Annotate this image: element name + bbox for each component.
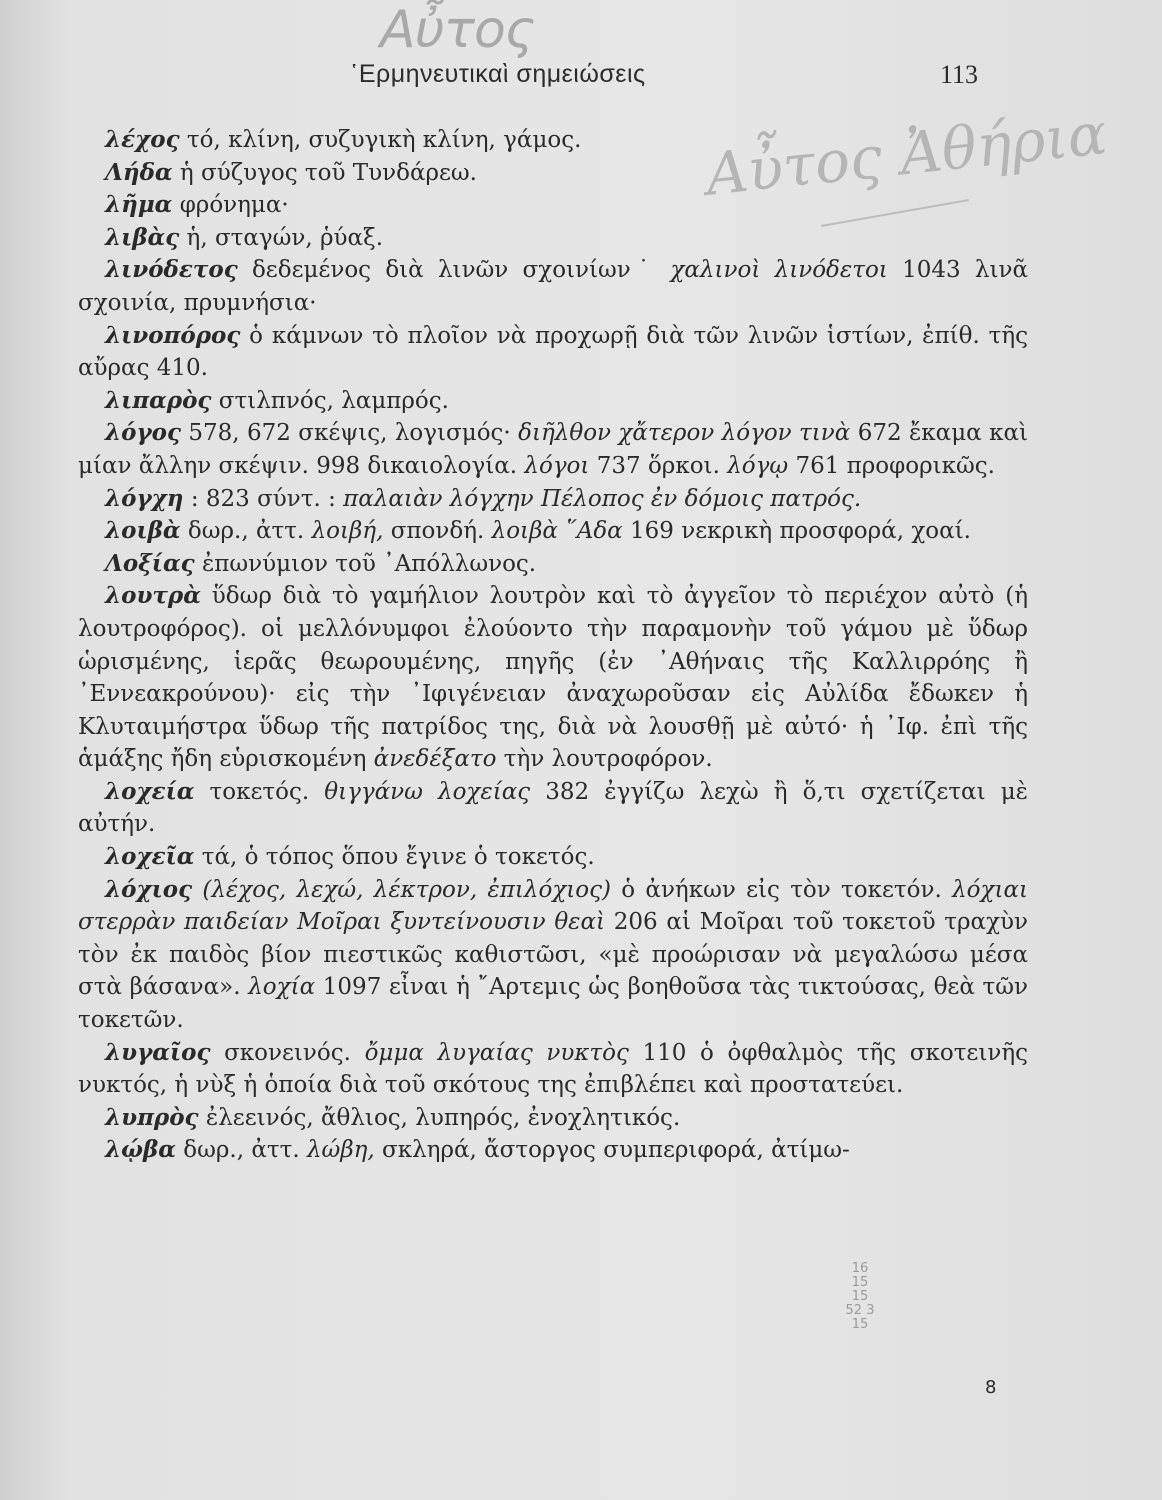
entry-headword: Λοξίας xyxy=(105,549,195,577)
entry-text: 1097 εἶναι ἡ ῎Αρτεμις ὡς βοηθοῦσα τὰς τικτούσας, θεὰ τῶν τοκετῶν. xyxy=(78,974,1028,1034)
glossary-entry xyxy=(78,385,1028,418)
page-number: 113 xyxy=(940,60,979,89)
pencil-marginal-notes xyxy=(830,1262,890,1332)
entry-quotation: λοιβή, xyxy=(311,518,384,545)
glossary-entry xyxy=(78,515,1028,548)
glossary-entry xyxy=(78,1102,1028,1135)
glossary-entry xyxy=(78,417,1028,482)
entry-headword: λόχιος xyxy=(105,875,193,903)
entry-quotation: ἀνεδέξατο xyxy=(373,746,497,773)
page-header xyxy=(0,60,1162,100)
glossary-entry xyxy=(78,580,1028,776)
glossary-entry xyxy=(78,1037,1028,1102)
pencil-mark: 15 xyxy=(851,1275,869,1290)
handwritten-note-top: Αὖτος xyxy=(380,0,535,60)
entry-text: ἐπωνύμιον τοῦ ᾿Απόλλωνος. xyxy=(194,550,537,577)
entry-text: 110 ὁ ὀφθαλμὸς τῆς σκοτεινῆς νυκτός, ἡ νὺξ ἡ ὁποία διὰ τοῦ σκότους της ἐπιβλέπει καὶ προστατεύει. xyxy=(78,1039,1028,1099)
pencil-mark: 16 xyxy=(851,1261,869,1276)
glossary-entry xyxy=(78,548,1028,581)
entry-headword: λόγος xyxy=(105,419,181,447)
handwritten-note-right: Αὖτος Ἀθήρια xyxy=(702,99,1111,209)
glossary-entry xyxy=(78,483,1028,516)
entry-quotation: χαλινοὶ λινόδετοι xyxy=(670,257,888,284)
entry-text: ἡ σύζυγος τοῦ Τυνδάρεω. xyxy=(172,159,477,186)
entry-quotation: θιγγάνω λοχείας xyxy=(324,778,531,805)
signature-mark: 8 xyxy=(985,1377,997,1398)
entry-quotation: λόχιαι στερρὰν παιδείαν Μοῖραι ξυντείνουσιν θεαὶ xyxy=(78,876,1029,936)
entry-headword: λοχεῖα xyxy=(105,843,195,871)
entry-text: 1043 λινᾶ σχοινία, πρυμνήσια· xyxy=(78,257,1028,316)
pencil-mark: 15 xyxy=(851,1317,869,1332)
entry-text: τὴν λουτροφόρον. xyxy=(496,746,713,773)
entry-quotation: λώβη, xyxy=(306,1137,375,1164)
glossary-entry xyxy=(78,874,1028,1037)
entry-text: σκονεινός. xyxy=(210,1039,365,1066)
entry-text: 578, 672 σκέψις, λογισμός· xyxy=(181,420,519,447)
entry-text: ὁ ἀνήκων εἰς τὸν τοκετόν. xyxy=(610,876,953,903)
entry-headword: λιπαρὸς xyxy=(105,386,212,414)
entry-quotation: λόγῳ xyxy=(727,452,789,479)
glossary-entry xyxy=(78,157,1028,190)
entry-headword: λινοπόρος xyxy=(105,321,241,349)
glossary-entry xyxy=(78,222,1028,255)
entry-quotation: (λέχος, λεχώ, λέκτρον, ἐπιλόχιος) xyxy=(202,876,611,903)
entry-headword: λέχος xyxy=(105,126,180,153)
entry-headword: Λήδα xyxy=(105,158,173,186)
entry-headword: λῴβα xyxy=(105,1136,176,1164)
glossary-entry xyxy=(78,254,1028,319)
glossary-entry xyxy=(78,841,1028,874)
entry-headword: λινόδετος xyxy=(105,256,238,284)
glossary-entry xyxy=(78,189,1028,222)
entry-text: σκληρά, ἄστοργος συμπεριφορά, ἀτίμω- xyxy=(374,1137,850,1164)
entry-headword: λόγχη xyxy=(105,484,184,512)
entry-text: δωρ., ἀττ. xyxy=(176,1137,307,1164)
glossary-entry xyxy=(78,1134,1028,1167)
entry-text: τοκετός. xyxy=(194,778,325,805)
entry-headword: λυπρὸς xyxy=(105,1103,199,1131)
entry-text: 382 ἐγγίζω λεχὼ ἢ ὅ,τι σχετίζεται μὲ αὐτήν. xyxy=(78,778,1028,838)
entry-headword: λῆμα xyxy=(105,191,173,219)
entry-quotation: λοχία xyxy=(248,974,316,1001)
entry-quotation: λοιβὰ ῞Αδα xyxy=(491,518,623,545)
entry-text: στιλπνός, λαμπρός. xyxy=(211,387,449,414)
glossary-entries xyxy=(78,124,1028,1167)
entry-quotation: παλαιὰν λόγχην Πέλοπος ἐν δόμοις πατρός. xyxy=(343,485,862,512)
entry-text: ἐλεεινός, ἄθλιος, λυπηρός, ἐνοχλητικός. xyxy=(198,1104,681,1131)
entry-quotation: διῆλθον χἄτερον λόγον τινὰ xyxy=(518,420,851,447)
entry-text: ὕδωρ διὰ τὸ γαμήλιον λουτρὸν καὶ τὸ ἀγγεῖον τὸ περιέχον αὐτὸ (ἡ λουτροφόρος). οἱ μελλόνυμφοι ἐλούοντο τὴν παραμονὴν τοῦ γάμου μὲ ὕδωρ ὡρισμένης, ἱερᾶς θεωρουμένης, πηγῆς (ἐν ᾿Αθήναις τῆς Καλλιρρόης ἢ ᾿Εννεακρούνου)· εἰς τὴν ᾿Ιφιγένειαν ἀναχωροῦσαν εἰς Αὐλίδα ἔδωκεν ἡ Κλυταιμήστρα ὕδωρ τῆς πατρίδος της, διὰ νὰ λουσθῇ μὲ αὐτό· ἡ ᾿Ιφ. ἐπὶ τῆς ἁμάξης ἤδη εὑρισκομένη xyxy=(78,583,1028,773)
entry-text: φρόνημα· xyxy=(172,192,289,219)
entry-text: ὁ κάμνων τὸ πλοῖον νὰ προχωρῇ διὰ τῶν λινῶν ἱστίων, ἐπίθ. τῆς αὔρας 410. xyxy=(78,322,1028,382)
entry-headword: λοιβὰ xyxy=(105,517,181,545)
entry-text: τό, κλίνη, συζυγικὴ κλίνη, γάμος. xyxy=(179,127,582,153)
entry-text: 169 νεκρικὴ προσφορά, χοαί. xyxy=(622,518,971,545)
entry-quotation: λόγοι xyxy=(524,452,590,479)
entry-text: τά, ὁ τόπος ὅπου ἔγινε ὁ τοκετός. xyxy=(194,844,595,871)
glossary-entry xyxy=(78,776,1028,841)
entry-headword: λιβὰς xyxy=(105,223,180,251)
pencil-mark: 52 3 xyxy=(845,1303,875,1318)
entry-text: δεδεμένος διὰ λινῶν σχοινίων˙ xyxy=(237,257,671,284)
entry-headword: λοχεία xyxy=(105,777,195,805)
entry-text: 672 ἔκαμα καὶ μίαν ἄλλην σκέψιν. 998 δικαιολογία. xyxy=(78,420,1028,479)
entry-quotation: ὄμμα λυγαίας νυκτὸς xyxy=(364,1039,629,1066)
glossary-entry xyxy=(78,320,1028,385)
entry-text xyxy=(192,877,202,903)
entry-text: ἡ, σταγών, ῥύαξ. xyxy=(179,224,384,251)
pencil-mark: 15 xyxy=(851,1289,869,1304)
entry-text: 737 ὅρκοι. xyxy=(589,452,728,479)
entry-text: 206 αἱ Μοῖραι τοῦ τοκετοῦ τραχὺν τὸν ἐκ παιδὸς βίον πιεστικῶς καθιστῶσι, «μὲ προώρισαν νὰ μεγαλώσω μέσα στὰ βάσανα». xyxy=(78,909,1028,1001)
entry-text: : 823 σύντ. : xyxy=(183,485,344,512)
entry-headword: λυγαῖος xyxy=(105,1038,211,1066)
entry-text: δωρ., ἀττ. xyxy=(180,518,312,545)
entry-text: 761 προφορικῶς. xyxy=(788,452,995,479)
running-title: ῾Ερμηνευτικαὶ σημειώσεις xyxy=(350,60,646,88)
entry-text: σπονδή. xyxy=(383,518,492,545)
glossary-entry xyxy=(78,124,1028,157)
entry-headword: λουτρὰ xyxy=(105,582,201,610)
